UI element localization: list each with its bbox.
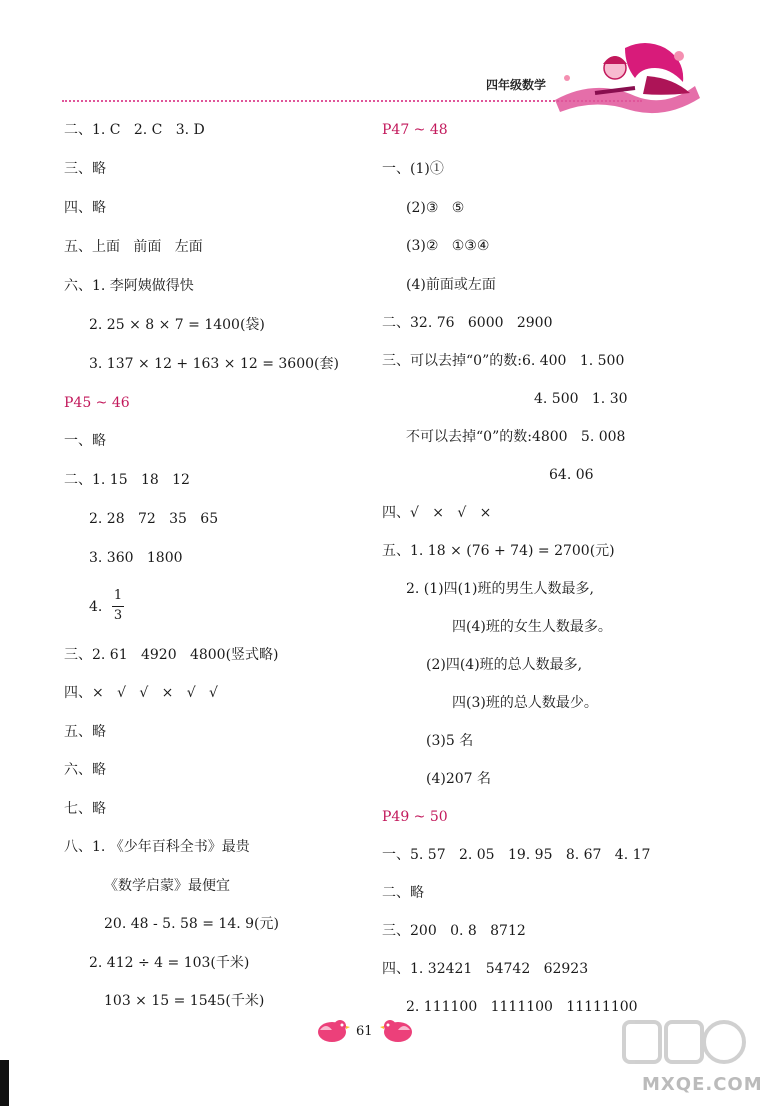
pink-bird-icon [380, 1016, 416, 1044]
left-answer-line: 六、略 [64, 762, 106, 778]
left-answer-line: 五、略 [64, 724, 106, 740]
left-answer-line: 3. 137 × 12 + 163 × 12 = 3600(套) [89, 356, 339, 372]
left-section-heading: P45 ~ 46 [64, 395, 130, 411]
right-answer-line: (4)207 名 [426, 771, 492, 787]
right-answer-line: 4. 500 1. 30 [534, 391, 628, 407]
pink-bird-icon [314, 1016, 350, 1044]
header-title: 四年级数学 [486, 78, 547, 92]
left-answer-line: 六、1. 李阿姨做得快 [64, 278, 194, 294]
left-answer-line: 三、2. 61 4920 4800(竖式略) [64, 647, 279, 663]
right-answer-line: 三、200 0. 8 8712 [382, 923, 526, 939]
right-answer-line: (3)5 名 [426, 733, 474, 749]
right-section-heading: P47 ~ 48 [382, 122, 448, 138]
right-answer-line: 四、1. 32421 54742 62923 [382, 961, 589, 977]
left-answer-line: 2. 25 × 8 × 7 = 1400(袋) [89, 317, 265, 333]
left-answer-line: 20. 48 - 5. 58 = 14. 9(元) [104, 916, 279, 932]
fraction-bar [112, 606, 124, 607]
right-answer-line: 不可以去掉“0”的数:4800 5. 008 [406, 429, 626, 445]
left-answer-line: 4. [89, 599, 103, 615]
right-answer-line: 四(3)班的总人数最少。 [452, 695, 598, 711]
header-divider [62, 100, 642, 102]
left-answer-line: 五、上面 前面 左面 [64, 239, 203, 255]
right-answer-line: (2)③ ⑤ [406, 200, 465, 216]
right-answer-line: 2. (1)四(1)班的男生人数最多, [406, 581, 594, 597]
left-answer-line: 103 × 15 = 1545(千米) [104, 993, 265, 1009]
fraction-denominator: 3 [113, 608, 123, 623]
left-answer-line: 四、略 [64, 200, 106, 216]
watermark-text: MXQE.COM [642, 1074, 763, 1095]
right-answer-line: 三、可以去掉“0”的数:6. 400 1. 500 [382, 353, 625, 369]
right-answer-line: 2. 111100 1111100 11111100 [406, 999, 638, 1015]
right-answer-line: 四(4)班的女生人数最多。 [452, 619, 612, 635]
page-number: 61 [356, 1024, 373, 1039]
right-answer-line: 二、32. 76 6000 2900 [382, 315, 553, 331]
left-answer-line: 八、1. 《少年百科全书》最贵 [64, 839, 250, 855]
left-answer-line: 2. 412 ÷ 4 = 103(千米) [89, 955, 250, 971]
left-answer-line: 二、1. C 2. C 3. D [64, 122, 205, 138]
right-section-heading: P49 ~ 50 [382, 809, 448, 825]
right-answer-line: 64. 06 [549, 467, 594, 483]
right-answer-line: (2)四(4)班的总人数最多, [426, 657, 583, 673]
left-answer-line: 四、× √ √ × √ √ [64, 685, 218, 701]
right-answer-line: 四、√ × √ × [382, 505, 492, 521]
scan-edge-mark [0, 1060, 9, 1106]
right-answer-line: 一、(1)① [382, 161, 444, 177]
right-answer-line: (3)② ①③④ [406, 238, 490, 254]
left-answer-line: 2. 28 72 35 65 [89, 511, 219, 527]
left-answer-line: 3. 360 1800 [89, 550, 183, 566]
right-answer-line: 五、1. 18 × (76 + 74) = 2700(元) [382, 543, 615, 559]
surfer-logo-illustration [555, 38, 700, 118]
fraction-numerator: 1 [113, 588, 123, 603]
right-answer-line: (4)前面或左面 [406, 277, 496, 293]
left-answer-line: 一、略 [64, 433, 106, 449]
right-answer-line: 二、略 [382, 885, 424, 901]
left-answer-line: 二、1. 15 18 12 [64, 472, 190, 488]
left-answer-line: 七、略 [64, 801, 106, 817]
left-answer-line: 《数学启蒙》最便宜 [104, 878, 230, 894]
right-answer-line: 一、5. 57 2. 05 19. 95 8. 67 4. 17 [382, 847, 651, 863]
left-answer-line: 三、略 [64, 161, 106, 177]
